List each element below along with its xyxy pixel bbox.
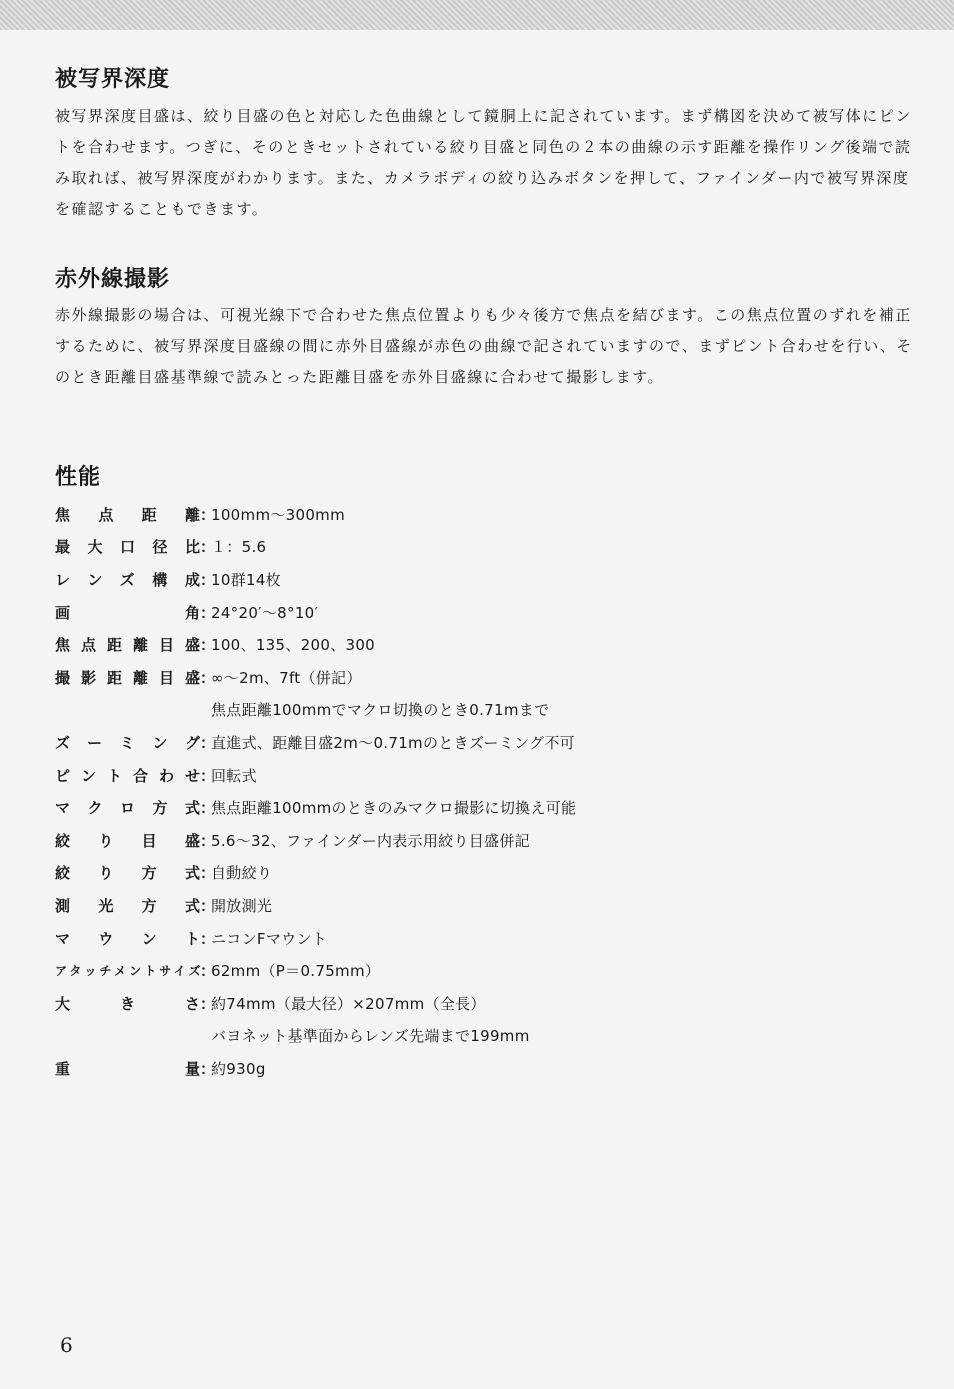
spec-colon: ： [200, 864, 216, 883]
spec-value: ∞～2m、7ft（併記） [211, 668, 362, 687]
spec-colon: ： [200, 766, 216, 785]
heading-depth-of-field: 被写界深度 [55, 67, 171, 92]
spec-value: 10群14枚 [211, 570, 281, 589]
spec-colon: ： [200, 733, 216, 752]
spec-row-focal-length [55, 498, 915, 531]
spec-row-macro [55, 791, 915, 824]
spec-value: 回転式 [211, 766, 257, 785]
spec-label: ズーミング [55, 733, 200, 752]
spec-value: 焦点距離100mmでマクロ切換のとき0.71mまで [211, 701, 550, 720]
heading-specifications: 性能 [55, 465, 102, 490]
spec-row-zooming [55, 726, 915, 759]
spec-row-distance-scale-note [55, 694, 915, 727]
spec-label: 大きさ [55, 994, 200, 1013]
spec-colon: ： [200, 799, 216, 818]
spec-value: 自動絞り [211, 864, 273, 883]
spec-row-distance-scale [55, 661, 915, 694]
spec-row-max-aperture [55, 531, 915, 564]
spec-value: 約74mm（最大径）×207mm（全長） [211, 994, 486, 1013]
spec-label: 撮影距離目盛 [55, 668, 200, 687]
spec-colon: ： [200, 636, 216, 655]
spec-row-mount [55, 922, 915, 955]
page-number: 6 [60, 1333, 73, 1357]
spec-value: 約930g [211, 1059, 266, 1078]
spec-colon: ： [200, 896, 216, 915]
spec-label: 絞り目盛 [55, 831, 200, 850]
spec-label: 画角 [55, 603, 200, 622]
spec-value: 100mm～300mm [211, 505, 346, 524]
spec-row-diaphragm [55, 857, 915, 890]
spec-row-lens-construction [55, 563, 915, 596]
paragraph-depth-of-field: 被写界深度目盛は、絞り目盛の色と対応した色曲線として鏡胴上に記されています。まず構図を決めて被写体にピントを合わせます。つぎに、そのときセットされている絞り目盛と同色の２本の曲線の示す距離を操作リング後端で読み取れば、被写界深度がわかります。また、カメラボディの絞り込みボタンを押して、ファインダー内で被写界深度を確認することもできます。 [55, 107, 912, 218]
spec-row-angle-of-view [55, 596, 915, 629]
spec-value: 5.6～32、ファインダー内表示用絞り目盛併記 [211, 831, 530, 850]
paragraph-infrared: 赤外線撮影の場合は、可視光線下で合わせた焦点位置よりも少々後方で焦点を結びます。この焦点位置のずれを補正するために、被写界深度目盛線の間に赤外目盛線が赤色の曲線で記されていますので、まずピント合わせを行い、そのとき距離目盛基準線で読みとった距離目盛を赤外目盛線に合わせて撮影します。 [55, 306, 913, 386]
spec-row-attachment-size [55, 954, 915, 987]
spec-row-dimensions-note [55, 1020, 915, 1053]
spec-colon: ： [200, 668, 216, 687]
spec-value: 100、135、200、300 [211, 636, 376, 655]
spec-colon: ： [200, 538, 216, 557]
spec-label: 重量 [55, 1059, 200, 1078]
spec-colon: ： [200, 505, 216, 524]
spec-row-dimensions [55, 987, 915, 1020]
spec-value: 開放測光 [211, 896, 273, 915]
spec-value: 直進式、距離目盛2m～0.71mのときズーミング不可 [211, 733, 575, 752]
spec-label: マウント [55, 929, 200, 948]
spec-value: ニコンFマウント [211, 929, 328, 948]
spec-value: １：5.6 [211, 538, 267, 557]
spec-colon: ： [200, 962, 216, 981]
spec-value: 62mm（P＝0.75mm） [211, 962, 381, 981]
spec-label: アタッチメントサイズ [55, 964, 200, 979]
spec-label: マクロ方式 [55, 799, 200, 818]
spec-table [55, 498, 915, 1085]
spec-colon: ： [200, 603, 216, 622]
spec-row-aperture-scale [55, 824, 915, 857]
spec-colon: ： [200, 929, 216, 948]
spec-label: 絞り方式 [55, 864, 200, 883]
spec-label: 最大口径比 [55, 538, 200, 557]
spec-row-focusing [55, 759, 915, 792]
spec-label: レンズ構成 [55, 570, 200, 589]
spec-label: 焦点距離 [55, 505, 200, 524]
heading-infrared: 赤外線撮影 [55, 267, 171, 292]
spec-colon: ： [200, 570, 216, 589]
spec-row-weight [55, 1052, 915, 1085]
spec-row-metering [55, 889, 915, 922]
spec-row-focal-length-scale [55, 628, 915, 661]
spec-colon: ： [200, 831, 216, 850]
spec-label: 焦点距離目盛 [55, 636, 200, 655]
spec-label: ピント合わせ [55, 766, 200, 785]
spec-value: バヨネット基準面からレンズ先端まで199mm [211, 1027, 530, 1046]
spec-value: 24°20′～8°10′ [211, 603, 319, 622]
spec-value: 焦点距離100mmのときのみマクロ撮影に切換え可能 [211, 799, 577, 818]
spec-label: 測光方式 [55, 896, 200, 915]
spec-colon: ： [200, 1059, 216, 1078]
spec-colon: ： [200, 994, 216, 1013]
